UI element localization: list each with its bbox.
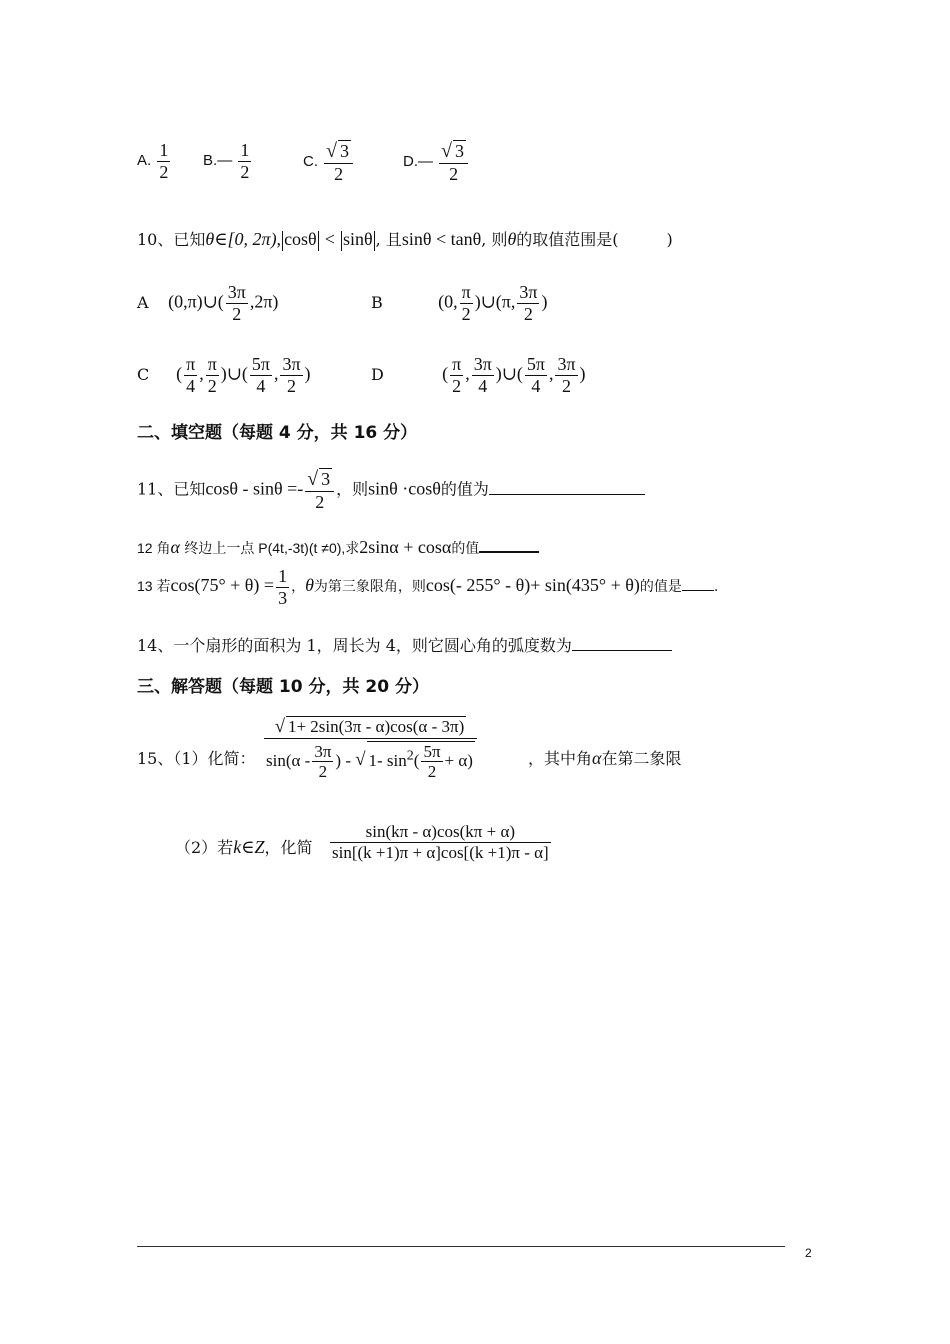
q9-option-c <box>303 140 355 184</box>
section-heading-solutions: 三、解答题（每题 10 分，共 20 分） <box>137 677 429 697</box>
q13-stem: 13 若cos(75° + θ) = $\frac{1}{3}$ ，θ为第三象限角，则cos(- 255° - θ)+ sin(435° + θ)的值是 . <box>137 566 719 608</box>
q15-part2-stem: （2）若k∈Z，化简 <box>175 837 313 857</box>
section-heading-fill-in: 二、填空题（每题 4 分，共 16 分） <box>137 423 418 443</box>
q12-answer-blank[interactable] <box>479 551 539 553</box>
q10-option-c: C ( $\frac{\pi}{4}$ , $\frac{\pi}{2}$ )∪( $\frac{5\pi}{4}$ , $\frac{3\pi}{2}$ ) <box>137 354 311 396</box>
q9-option-b: B.— $\frac{1}{2}$ <box>203 140 250 182</box>
q9-option-b-fraction: $\frac{1}{2}$ <box>240 140 250 182</box>
q15-part1-expression: √ 1+ 2sin(3π - α)cos(α - 3π) sin(α - $\frac{3\pi}{2}$ ) - √ 1- $\sin^2$( $\frac{5\pi}{2}$ + α) <box>262 716 479 782</box>
q10-option-d: D ( $\frac{\pi}{2}$ , $\frac{3\pi}{4}$ )∪( $\frac{5\pi}{4}$ , $\frac{3\pi}{2}$ ) <box>371 354 586 396</box>
q15-part2-expression: $\frac{\sin(k\pi - \alpha)\cos(k\pi + \alpha)}{\sin[(k +1)\pi + \alpha]\cos[(k +1)\pi - \alpha]}$ <box>332 822 549 862</box>
q12-stem: 12 角α 终边上一点 P(4t,-3t)(t ≠0),求2sinα + cosα的值 <box>137 537 539 558</box>
q15-part1-condition: ，其中角α在第二象限 <box>528 748 682 768</box>
q9-option-c-fraction: $\frac{√ 3}{2}$ <box>324 140 353 184</box>
q9-option-b-label: B. <box>203 152 218 170</box>
q9-option-a-label: A. <box>137 152 152 170</box>
q10-option-a: A (0,π)∪( $\frac{3\pi}{2}$ ,2π) <box>137 282 279 324</box>
q9-option-a-fraction: $\frac{1}{2}$ <box>159 140 169 182</box>
q14-stem: 14、一个扇形的面积为 1，周长为 4，则它圆心角的弧度数为 <box>137 633 672 656</box>
q13-answer-blank[interactable] <box>682 590 714 591</box>
q9-option-a <box>137 140 172 182</box>
q11-answer-blank[interactable] <box>489 494 645 495</box>
footer-divider <box>137 1246 785 1247</box>
q15-part1-label: 15、（1）化简： <box>137 749 256 768</box>
q11-stem: 11、已知cosθ - sinθ =- $\frac{√ 3}{2}$ ，则sinθ ·cosθ的值为 <box>137 468 645 512</box>
q9-option-d-fraction: $\frac{√ 3}{2}$ <box>439 140 468 184</box>
q10-stem: 10、已知θ∈[0, 2π), cosθ < sinθ , 且sinθ < tanθ, 则θ的取值范围是( ) <box>137 229 673 249</box>
q9-option-d-label: D. <box>403 153 418 171</box>
page-number: 2 <box>805 1246 812 1260</box>
q9-option-c-label: C. <box>303 153 318 171</box>
q9-option-d: D.— $\frac{√ 3}{2}$ <box>403 140 470 184</box>
q14-answer-blank[interactable] <box>572 650 672 651</box>
q10-option-b: B (0, $\frac{\pi}{2}$ )∪(π, $\frac{3\pi}{2}$ ) <box>371 282 548 324</box>
